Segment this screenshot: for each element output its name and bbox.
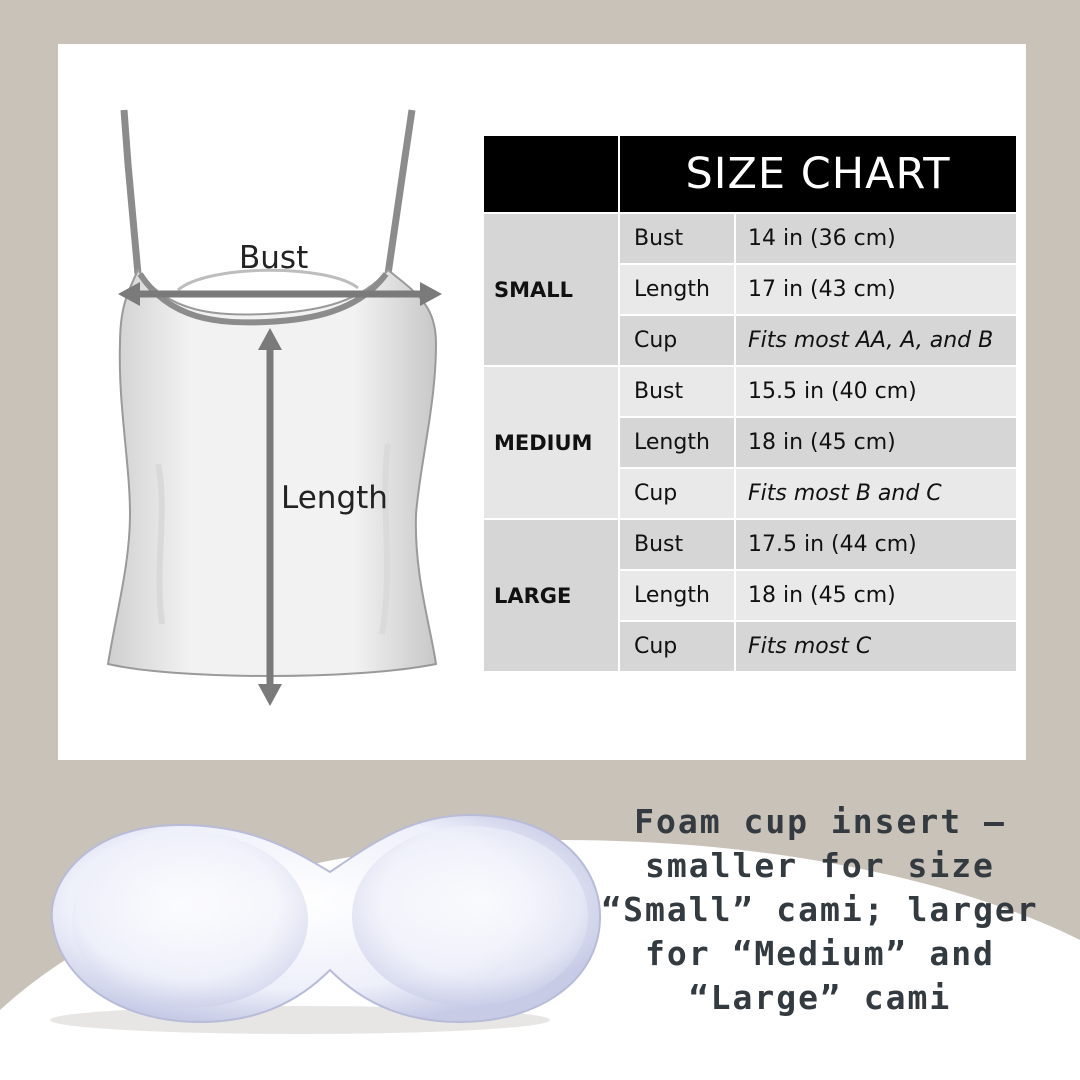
size-chart-table (482, 134, 1018, 673)
size-name-medium: MEDIUM (483, 366, 619, 519)
measure-label: Length (619, 264, 735, 315)
table-header-row (483, 135, 1017, 213)
measure-value: 18 in (45 cm) (735, 570, 1017, 621)
measure-value: Fits most AA, A, and B (735, 315, 1017, 366)
left-strap (124, 110, 138, 274)
measure-label: Cup (619, 315, 735, 366)
measure-value: 15.5 in (40 cm) (735, 366, 1017, 417)
length-label: Length (281, 480, 388, 516)
caption-line: “Small” cami; larger (601, 890, 1039, 929)
caption-line: for “Medium” and (645, 934, 995, 973)
right-strap (388, 110, 412, 274)
bust-arrow-right-head (420, 282, 442, 306)
foam-cup-caption (600, 800, 1040, 1020)
measure-label: Bust (619, 519, 735, 570)
measure-label: Cup (619, 621, 735, 672)
caption-line: Foam cup insert – (634, 802, 1006, 841)
measure-label: Bust (619, 366, 735, 417)
measure-label: Length (619, 570, 735, 621)
measure-value: Fits most B and C (735, 468, 1017, 519)
measure-value: 18 in (45 cm) (735, 417, 1017, 468)
size-name-large: LARGE (483, 519, 619, 672)
measure-value: 14 in (36 cm) (735, 213, 1017, 264)
size-name-small: SMALL (483, 213, 619, 366)
measure-label: Length (619, 417, 735, 468)
bust-label: Bust (239, 240, 309, 276)
table-row (483, 213, 1017, 264)
measure-value: 17.5 in (44 cm) (735, 519, 1017, 570)
measure-value: 17 in (43 cm) (735, 264, 1017, 315)
camisole-illustration (58, 44, 458, 760)
measure-label: Bust (619, 213, 735, 264)
caption-line: smaller for size (645, 846, 995, 885)
table-row (483, 366, 1017, 417)
length-arrow-bottom-head (258, 684, 282, 706)
size-chart-title: SIZE CHART (619, 135, 1017, 213)
size-chart-panel (58, 44, 1026, 760)
table-row (483, 519, 1017, 570)
measure-value: Fits most C (735, 621, 1017, 672)
header-corner (483, 135, 619, 213)
measure-label: Cup (619, 468, 735, 519)
caption-line: “Large” cami (688, 978, 952, 1017)
